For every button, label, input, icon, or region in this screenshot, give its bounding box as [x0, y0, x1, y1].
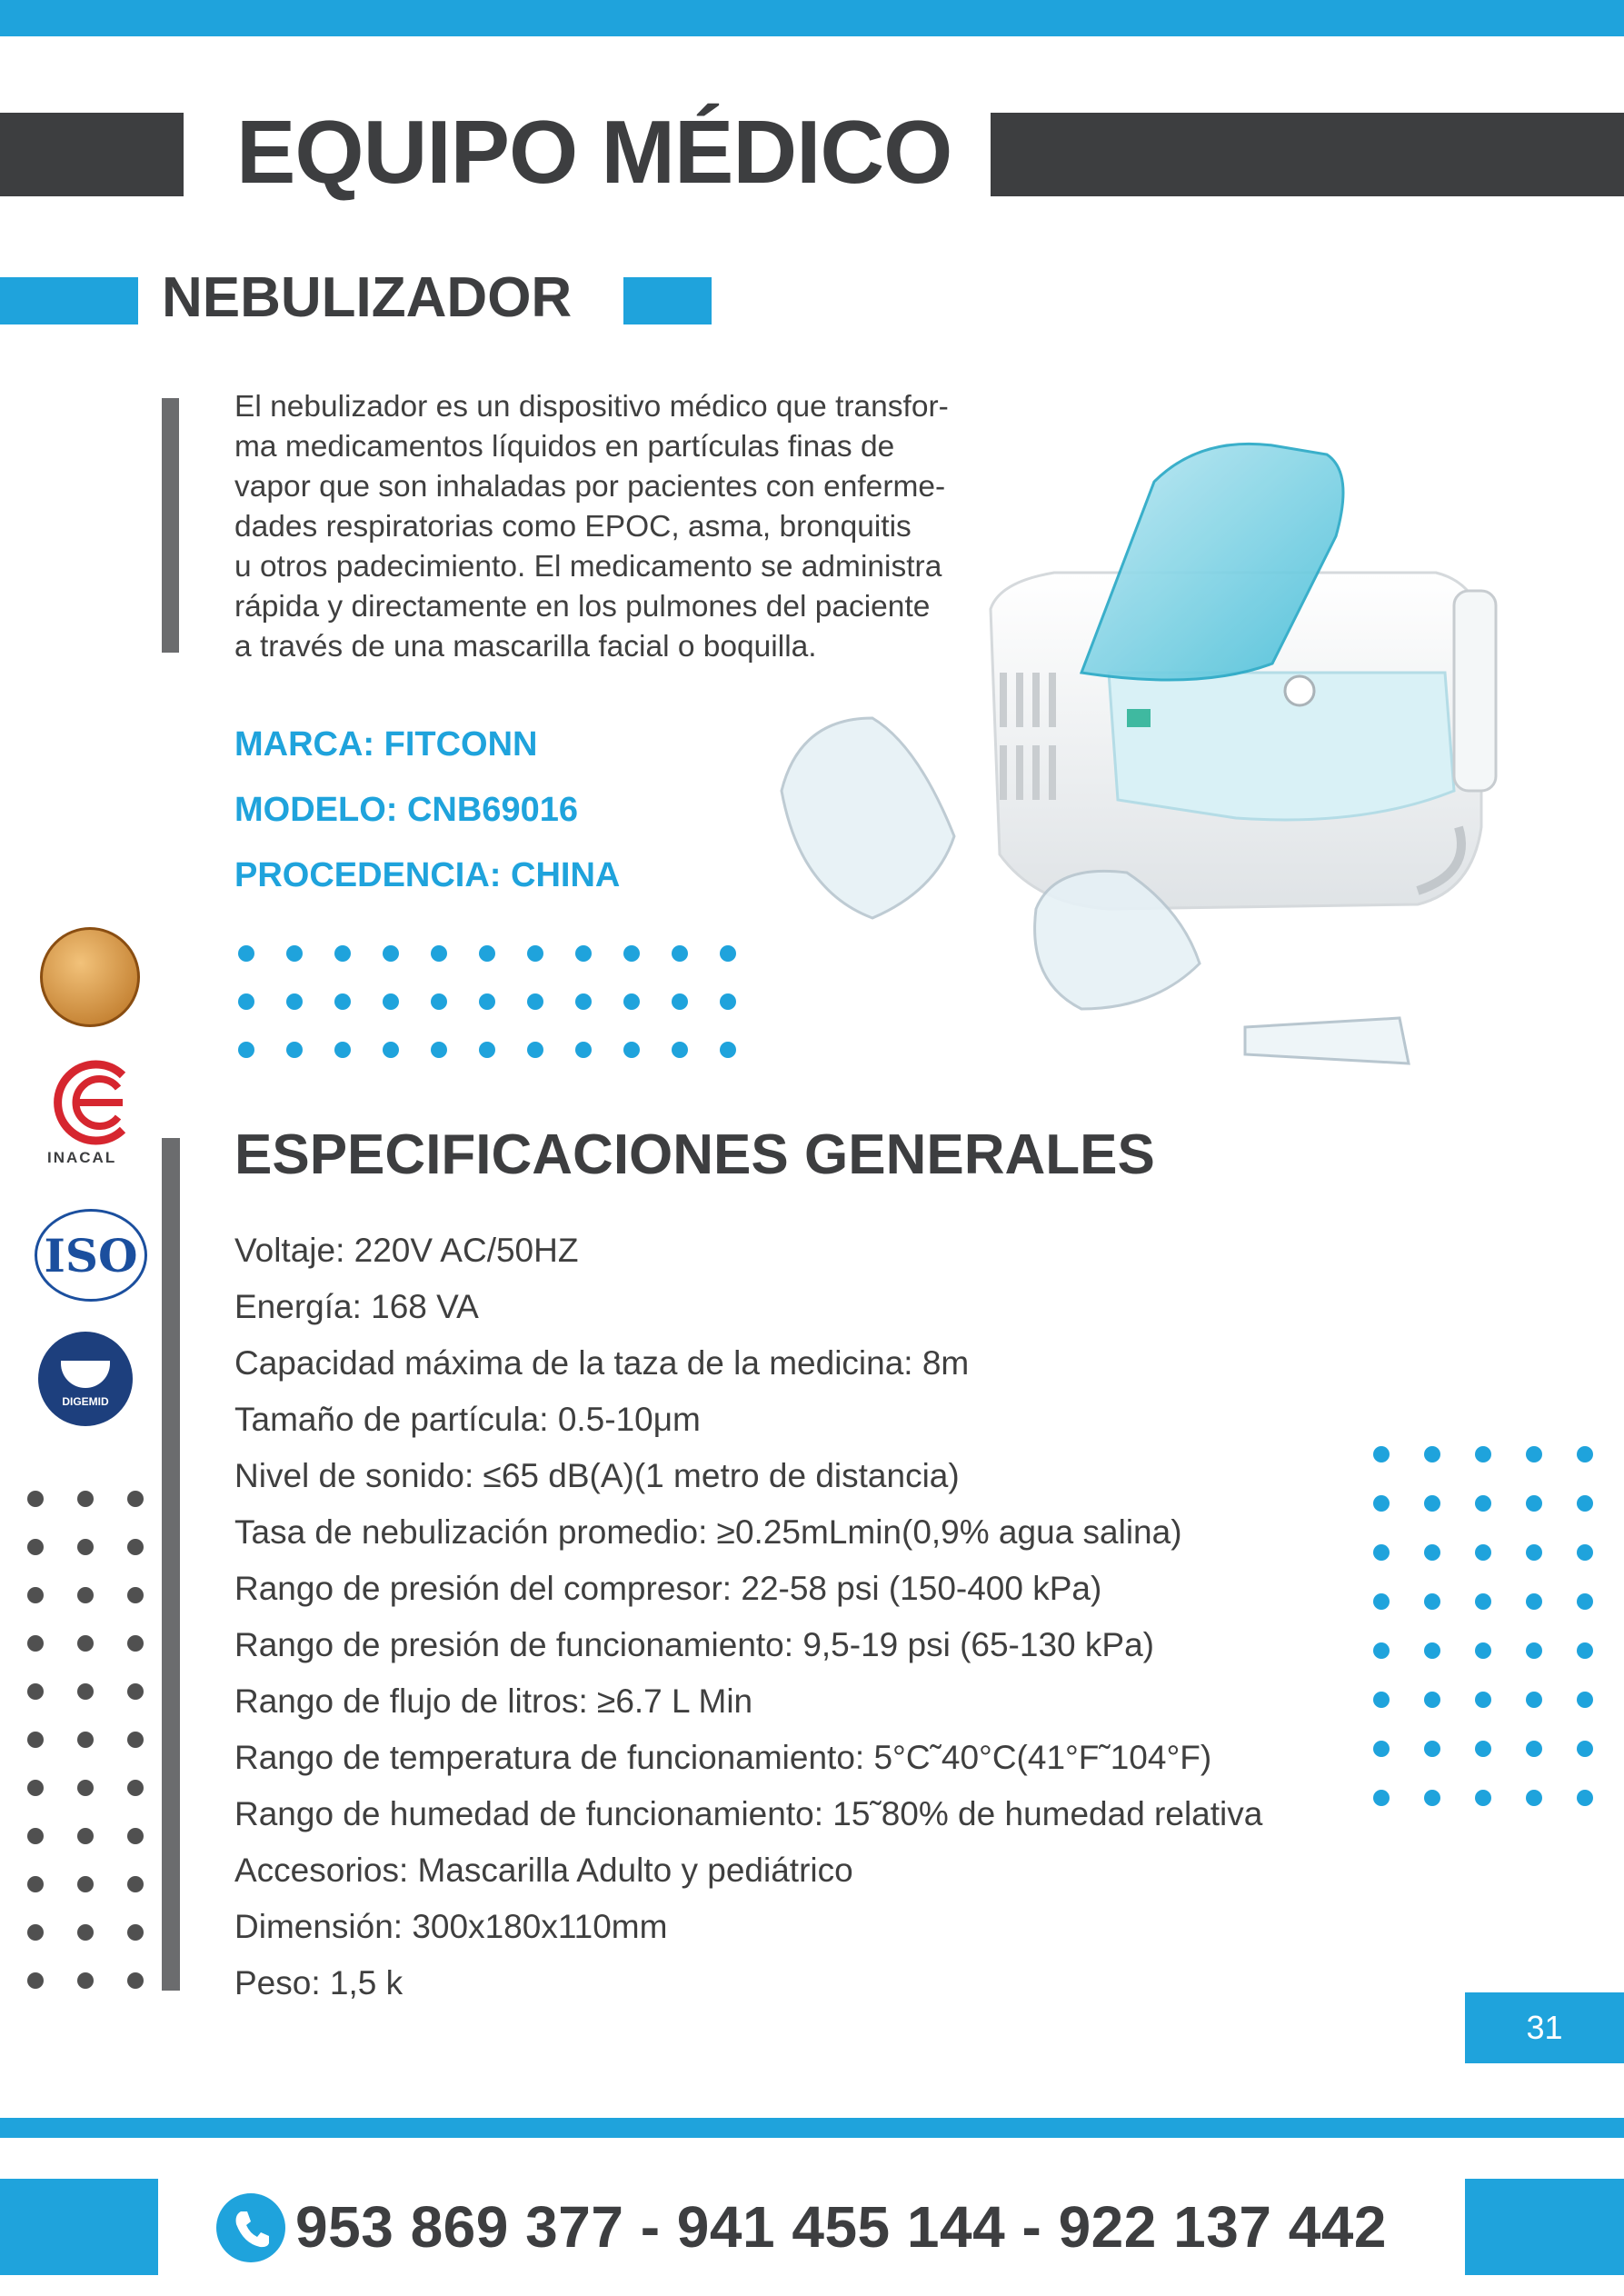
spec-item: Rango de presión del compresor: 22-58 psi (150-400 kPa) [234, 1570, 1102, 1607]
page-title: EQUIPO MÉDICO [236, 102, 952, 202]
spec-item: Rango de temperatura de funcionamiento: 5°C˜40°C(41°F˜104°F) [234, 1739, 1212, 1776]
description-line: El nebulizador es un dispositivo médico que transfor- [234, 390, 949, 424]
spec-item: Dimensión: 300x180x110mm [234, 1908, 668, 1945]
dot-pattern-blue [238, 945, 736, 1058]
page-number: 31 [1465, 1992, 1624, 2063]
contact-phones: 953 869 377 - 941 455 144 - 922 137 442 [295, 2194, 1387, 2260]
model-label: MODELO: CNB69016 [234, 791, 578, 829]
spec-item: Tamaño de partícula: 0.5-10μm [234, 1401, 701, 1438]
description-line: ma medicamentos líquidos en partículas finas de [234, 430, 895, 464]
dot-pattern-gray [27, 1491, 144, 1989]
spec-item: Capacidad máxima de la taza de la medicina: 8m [234, 1344, 970, 1382]
description-line: u otros padecimiento. El medicamento se administra [234, 550, 942, 584]
gold-quality-seal-icon [40, 927, 140, 1027]
phone-icon [216, 2193, 285, 2262]
description-line: dades respiratorias como EPOC, asma, bronquitis [234, 510, 912, 544]
brand-label: MARCA: FITCONN [234, 725, 538, 764]
description-side-bar [162, 398, 179, 653]
specs-list [234, 1223, 1262, 2011]
iso-label: ISO [44, 1228, 138, 1283]
spec-item: Peso: 1,5 k [234, 1964, 404, 2002]
title-bar-right [991, 113, 1624, 196]
description-line: rápida y directamente en los pulmones del paciente [234, 590, 931, 624]
spec-item: Energía: 168 VA [234, 1288, 479, 1325]
origin-label: PROCEDENCIA: CHINA [234, 856, 621, 894]
digemid-logo-icon [38, 1332, 133, 1426]
spec-item: Voltaje: 220V AC/50HZ [234, 1232, 579, 1269]
nebulizer-product-photo [727, 400, 1545, 1109]
phone-glyph-icon [216, 2193, 285, 2262]
footer-bar-left [0, 2179, 158, 2275]
iso-logo-icon [35, 1209, 147, 1302]
inacal-logo-icon [36, 1057, 136, 1148]
top-accent-bar [0, 0, 1624, 36]
spec-item: Tasa de nebulización promedio: ≥0.25mLmin(0,9% agua salina) [234, 1513, 1182, 1551]
specs-side-bar [162, 1138, 180, 1991]
spec-item: Rango de presión de funcionamiento: 9,5-19 psi (65-130 kPa) [234, 1626, 1154, 1663]
subtitle-bar-left [0, 277, 138, 324]
product-name: NEBULIZADOR [162, 266, 573, 329]
description-line: a través de una mascarilla facial o boquilla. [234, 630, 817, 664]
title-bar-left [0, 113, 184, 196]
subtitle-bar-right [623, 277, 712, 324]
description-line: vapor que son inhaladas por pacientes con enferme- [234, 470, 946, 504]
spec-item: Rango de humedad de funcionamiento: 15˜80% de humedad relativa [234, 1795, 1263, 1832]
spec-item: Nivel de sonido: ≤65 dB(A)(1 metro de distancia) [234, 1457, 960, 1494]
dot-pattern-blue-right [1373, 1446, 1593, 1806]
digemid-label: DIGEMID [62, 1395, 109, 1408]
spec-item: Rango de flujo de litros: ≥6.7 L Min [234, 1682, 753, 1720]
inacal-label: INACAL [47, 1149, 117, 1166]
specs-title: ESPECIFICACIONES GENERALES [234, 1123, 1155, 1186]
footer-bar-right [1465, 2179, 1624, 2275]
footer-rule [0, 2118, 1624, 2138]
spec-item: Accesorios: Mascarilla Adulto y pediátrico [234, 1852, 853, 1889]
